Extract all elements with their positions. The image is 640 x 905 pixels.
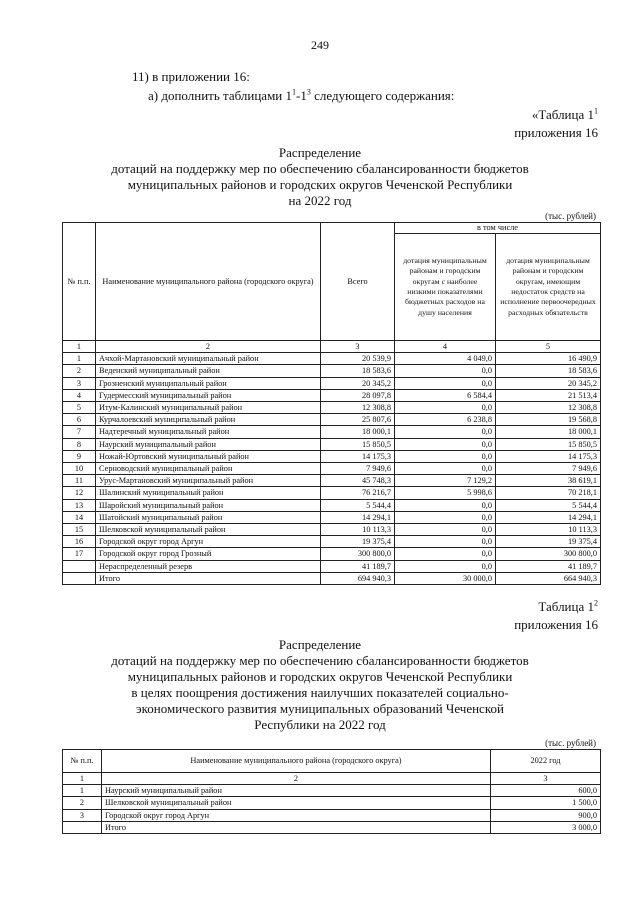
table1-cell-name: Веденский муниципальный район — [96, 365, 321, 377]
table1-title-line: Распределение — [278, 145, 362, 160]
table1-cell-col4: 0,0 — [395, 560, 496, 572]
table1-colnum: 3 — [321, 341, 395, 353]
table1-title-line: дотаций на поддержку мер по обеспечению сбалансированности бюджетов — [111, 161, 529, 176]
table1-row — [63, 414, 601, 426]
table2-cell-name: Наурский муниципальный район — [102, 785, 491, 797]
table1-row — [63, 377, 601, 389]
table2-colnum: 1 — [63, 773, 102, 785]
table1-cell-num: 8 — [63, 438, 96, 450]
table1-cell-total: 20 539,9 — [321, 353, 395, 365]
table1-cell-col4: 0,0 — [395, 450, 496, 462]
table2-body — [63, 785, 601, 834]
table2-unit: (тыс. рублей) — [545, 738, 596, 748]
table1-colnum: 4 — [395, 341, 496, 353]
table1-cell-name: Нераспределенный резерв — [96, 560, 321, 572]
table2-colnum: 3 — [491, 773, 601, 785]
table1-colnum-row — [63, 341, 601, 353]
table1-row — [63, 499, 601, 511]
table1-cell-col5: 664 940,3 — [496, 572, 601, 584]
amendment-item: 11) в приложении 16: — [132, 69, 250, 84]
table1-cell-name: Серноводский муниципальный район — [96, 463, 321, 475]
table1-cell-num: 13 — [63, 499, 96, 511]
table1-cell-name: Городской округ город Грозный — [96, 548, 321, 560]
table1-label: «Таблица $1^1$ — [531, 106, 598, 122]
table1-cell-total: 19 375,4 — [321, 536, 395, 548]
table1-cell-num: 16 — [63, 536, 96, 548]
table1-cell-col5: 14 175,3 — [496, 450, 601, 462]
table1-title-line: муниципальных районов и городских округов Чеченской Республики — [127, 177, 513, 192]
table1-header-num: № п.п. — [63, 223, 96, 341]
table1-cell-total: 28 097,8 — [321, 389, 395, 401]
table2-row — [63, 797, 601, 809]
table2-title-line: дотаций на поддержку мер по обеспечению сбалансированности бюджетов — [111, 653, 529, 668]
table1-cell-col5: 21 513,4 — [496, 389, 601, 401]
table1-cell-name: Шаройский муниципальный район — [96, 499, 321, 511]
table1-cell-col4: 0,0 — [395, 536, 496, 548]
table2-header-num: № п.п. — [63, 750, 102, 773]
table1-cell-num: 12 — [63, 487, 96, 499]
table1-cell-num: 17 — [63, 548, 96, 560]
table1-cell-name: Ножай-Юртовский муниципальный район — [96, 450, 321, 462]
table1-cell-total: 25 807,6 — [321, 414, 395, 426]
table2-label: Таблица $1^2$ — [538, 598, 598, 614]
table2-cell-value: 600,0 — [491, 785, 601, 797]
table1-cell-col5: 15 850,5 — [496, 438, 601, 450]
table1-cell-total: 18 000,1 — [321, 426, 395, 438]
table1-cell-total: 300 800,0 — [321, 548, 395, 560]
table1-cell-col5: 5 544,4 — [496, 499, 601, 511]
table1-row — [63, 365, 601, 377]
table1-cell-col4: 0,0 — [395, 511, 496, 523]
table2-title-line: в целях поощрения достижения наилучших показателей социально- — [131, 685, 509, 700]
table1-cell-num: 11 — [63, 475, 96, 487]
table1-row — [63, 438, 601, 450]
table2 — [62, 749, 601, 834]
table1-header-row — [63, 223, 601, 234]
table1-cell-col5: 18 583,6 — [496, 365, 601, 377]
table1-cell-total: 20 345,2 — [321, 377, 395, 389]
table1-cell-name: Курчалоевский муниципальный район — [96, 414, 321, 426]
table1-row — [63, 389, 601, 401]
table1-appendix: приложения 16 — [514, 125, 598, 140]
table1-cell-col5: 7 949,6 — [496, 463, 601, 475]
table1-cell-col5: 18 000,1 — [496, 426, 601, 438]
table1-colnum: 2 — [96, 341, 321, 353]
table2-cell-value: 1 500,0 — [491, 797, 601, 809]
table2-cell-name: Городской округ город Аргун — [102, 809, 491, 821]
table1-header-total: Всего — [321, 223, 395, 341]
table2-cell-value: 900,0 — [491, 809, 601, 821]
table1-cell-name: Итого — [96, 572, 321, 584]
table1-cell-col4: 0,0 — [395, 438, 496, 450]
table1-row — [63, 353, 601, 365]
table1-header-including: в том числе — [395, 223, 601, 234]
table1-cell-name: Ачхой-Мартановский муниципальный район — [96, 353, 321, 365]
table1-cell-total: 45 748,3 — [321, 475, 395, 487]
table1-row — [63, 463, 601, 475]
table2-cell-name: Шелковской муниципальный район — [102, 797, 491, 809]
table1-cell-name: Урус-Мартановский муниципальный район — [96, 475, 321, 487]
table1-cell-col5: 12 308,8 — [496, 402, 601, 414]
table1-cell-col4: 0,0 — [395, 548, 496, 560]
table1-cell-num: 15 — [63, 524, 96, 536]
table1-row — [63, 426, 601, 438]
table1-cell-total: 10 113,3 — [321, 524, 395, 536]
table1-row — [63, 475, 601, 487]
table2-title-line: Республики на 2022 год — [254, 717, 386, 732]
table1-cell-col4: 4 049,0 — [395, 353, 496, 365]
table2-title-line: экономического развития муниципальных образований Чеченской — [136, 701, 504, 716]
table2-cell-num — [63, 821, 102, 833]
table1-row — [63, 560, 601, 572]
table1-cell-name: Надтеречный муниципальный район — [96, 426, 321, 438]
table1-cell-col4: 0,0 — [395, 426, 496, 438]
table1-row — [63, 487, 601, 499]
table1-cell-num: 2 — [63, 365, 96, 377]
table1-cell-num: 6 — [63, 414, 96, 426]
table2-header-row — [63, 750, 601, 773]
table2-title-line: Распределение — [278, 637, 362, 652]
table1-colnum: 5 — [496, 341, 601, 353]
table1-cell-name: Шатойский муниципальный район — [96, 511, 321, 523]
table1-cell-num: 9 — [63, 450, 96, 462]
table2-title-line: муниципальных районов и городских округов Чеченской Республики — [127, 669, 513, 684]
table2-colnum-row — [63, 773, 601, 785]
table1-cell-total: 694 940,3 — [321, 572, 395, 584]
table1-title-line: на 2022 год — [288, 193, 352, 208]
table1-row — [63, 548, 601, 560]
table2-cell-num: 3 — [63, 809, 102, 821]
table2-cell-num: 2 — [63, 797, 102, 809]
table1-cell-name: Шелковской муниципальный район — [96, 524, 321, 536]
table1-cell-col4: 0,0 — [395, 402, 496, 414]
table1-cell-col4: 0,0 — [395, 524, 496, 536]
table1-cell-col4: 5 998,6 — [395, 487, 496, 499]
table1-row — [63, 572, 601, 584]
table1-cell-total: 15 850,5 — [321, 438, 395, 450]
table1-cell-col4: 7 129,2 — [395, 475, 496, 487]
table1-cell-total: 7 949,6 — [321, 463, 395, 475]
table2-colnum: 2 — [102, 773, 491, 785]
table1-cell-col5: 41 189,7 — [496, 560, 601, 572]
table1-cell-col4: 30 000,0 — [395, 572, 496, 584]
table1-cell-col4: 0,0 — [395, 365, 496, 377]
table1-cell-col5: 14 294,1 — [496, 511, 601, 523]
table1-cell-num: 7 — [63, 426, 96, 438]
table1-cell-col5: 70 218,1 — [496, 487, 601, 499]
table1-body — [63, 353, 601, 585]
table2-row — [63, 785, 601, 797]
table2-row — [63, 821, 601, 833]
table1-cell-total: 76 216,7 — [321, 487, 395, 499]
table1-row — [63, 402, 601, 414]
table1-cell-col5: 19 375,4 — [496, 536, 601, 548]
table1-cell-num: 3 — [63, 377, 96, 389]
table1-cell-name: Итум-Калинский муниципальный район — [96, 402, 321, 414]
table1-cell-col5: 300 800,0 — [496, 548, 601, 560]
table1-cell-name: Шалинский муниципальный район — [96, 487, 321, 499]
table2-cell-num: 1 — [63, 785, 102, 797]
table1-cell-col5: 20 345,2 — [496, 377, 601, 389]
table1-cell-col5: 10 113,3 — [496, 524, 601, 536]
table2-row — [63, 809, 601, 821]
table1-cell-total: 5 544,4 — [321, 499, 395, 511]
table1-row — [63, 511, 601, 523]
table1-row — [63, 524, 601, 536]
table1-cell-name: Гудермесский муниципальный район — [96, 389, 321, 401]
table2-cell-name: Итого — [102, 821, 491, 833]
table1-cell-num: 5 — [63, 402, 96, 414]
page-number: 249 — [311, 38, 329, 52]
table1-header-col5: дотация муниципальным районам и городским округам, имеющим недостаток средств на исполнение первоочередных расходных обязательств — [496, 234, 601, 341]
table1-cell-total: 14 294,1 — [321, 511, 395, 523]
table1-cell-name: Грозненский муниципальный район — [96, 377, 321, 389]
table1-cell-col4: 6 584,4 — [395, 389, 496, 401]
table1-cell-col4: 6 238,8 — [395, 414, 496, 426]
table1-row — [63, 536, 601, 548]
table1-cell-name: Наурский муниципальный район — [96, 438, 321, 450]
table2-header-year: 2022 год — [491, 750, 601, 773]
table1-cell-col4: 0,0 — [395, 377, 496, 389]
table1-cell-num — [63, 572, 96, 584]
table2-appendix: приложения 16 — [514, 617, 598, 632]
table1-cell-col4: 0,0 — [395, 463, 496, 475]
table1-cell-total: 12 308,8 — [321, 402, 395, 414]
table1-cell-col4: 0,0 — [395, 499, 496, 511]
table1-cell-name: Городской округ город Аргун — [96, 536, 321, 548]
table1-cell-total: 41 189,7 — [321, 560, 395, 572]
table1-cell-col5: 19 568,8 — [496, 414, 601, 426]
table1-cell-num: 4 — [63, 389, 96, 401]
table1-cell-num: 10 — [63, 463, 96, 475]
table1-header-col4: дотация муниципальным районам и городским округам с наиболее низкими показателями бюджетных расходов на душу населения — [395, 234, 496, 341]
table1-colnum: 1 — [63, 341, 96, 353]
table1 — [62, 222, 601, 585]
table1-cell-col5: 38 619,1 — [496, 475, 601, 487]
table1-cell-num: 1 — [63, 353, 96, 365]
table1-header-name: Наименование муниципального района (городского округа) — [96, 223, 321, 341]
table1-cell-total: 18 583,6 — [321, 365, 395, 377]
table1-cell-total: 14 175,3 — [321, 450, 395, 462]
table1-row — [63, 450, 601, 462]
table1-unit: (тыс. рублей) — [545, 211, 596, 221]
table1-cell-num — [63, 560, 96, 572]
table1-cell-num: 14 — [63, 511, 96, 523]
table2-cell-value: 3 000,0 — [491, 821, 601, 833]
amendment-subitem: а) дополнить таблицами $1^1-1^3$ следующего содержания: — [148, 87, 455, 103]
table1-cell-col5: 16 490,9 — [496, 353, 601, 365]
table2-header-name: Наименование муниципального района (городского округа) — [102, 750, 491, 773]
